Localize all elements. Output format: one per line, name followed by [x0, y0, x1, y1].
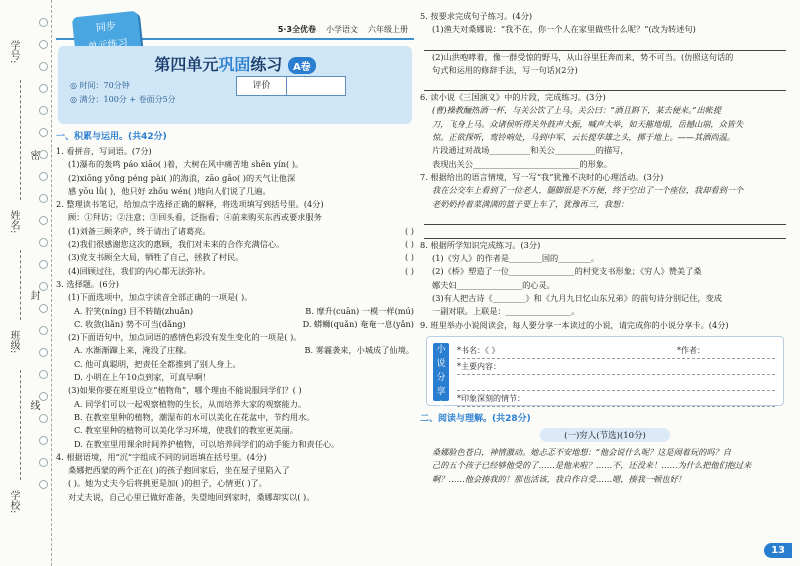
- reading-title: (一)穷人(节选)(10分): [420, 428, 790, 442]
- seal-mark: 密: [28, 150, 39, 160]
- exam-meta: [66, 79, 404, 107]
- seal-mark: 封: [28, 290, 39, 300]
- right-column: [420, 10, 790, 556]
- option-b: B. 雾霾袭来，小城成了仙境。: [304, 345, 414, 356]
- option-b: B. 在教室里种的植物，潮湿布的水可以美化在花盆中，节约用水。: [74, 411, 315, 422]
- subject-label: 小学语文: [326, 25, 358, 34]
- question-1: 1. 看拼音，写词语。(7分): [56, 146, 152, 156]
- binding-margin: [0, 0, 52, 566]
- answer-paren[interactable]: ( ): [405, 252, 414, 263]
- share-card: [426, 336, 784, 411]
- option-a: A. 狞笑(níng) 目不转睛(zhuǎn): [74, 305, 194, 316]
- question-9: 9. 班里举办小说阅读会，每人要分享一本读过的小说，请完成你的小说分享卡。(4分): [420, 319, 729, 330]
- question-3: 3. 选择题。(6分): [56, 278, 119, 289]
- full-score: ◎ 满分：100分 + 卷面分5分: [70, 95, 176, 104]
- reading-passage: 桑娜脸色苍白，神情激动。她忐忑不安地想：“他会说什么呢？这是闹着玩的吗？自 己的五个孩子已经够他受的了……是他来啦？……不，还没来！……为什么把他们抱过来 啊？……他会揍我的！那也活该，我自作自受……嗯，揍我一顿也好！: [432, 446, 752, 484]
- option-c: C. 教室里种的植物可以美化学习环境，使我们的教室更美丽。: [74, 425, 299, 436]
- option-c: C. 收敛(liǎn) 势不可当(dǎng): [74, 318, 186, 329]
- option-d: D. 小明在上午10点到家，可真早啊！: [74, 372, 211, 383]
- option-b: B. 摩升(cuān) 一模一样(mú): [305, 305, 414, 316]
- excerpt-text: 老奶奶拎着菜满满的篮子要上车了，犹豫再三，我想：: [432, 198, 629, 209]
- school-label: 学校:: [8, 490, 19, 514]
- option-d: D. 在教室里用课余时间养护植物，可以培养同学们的动手能力和责任心。: [74, 438, 340, 449]
- option-a: A. 水渐渐蹿上来，淹没了庄稼。: [74, 345, 192, 356]
- question-5: 5. 按要求完成句子练习。(4分): [420, 11, 533, 21]
- page-title: 第四单元巩固练习 A卷: [66, 52, 404, 75]
- question-block: 1. 看拼音，写词语。(7分) (1)瀑布的轰鸣 páo xiāo( )着，大树在风中痛苦地 shēn yín( )。 (2)xiōng yǒng péng pài( )的海浪，zāo gāo( )的天气让他深 感 yōu lǜ( )，他只好 zhōu wén( )地向人们说了几遍。 2. 整理读书笔记，给加点字选择正确的解释，将选项填写到括号里。(4分) 顾：①拜访；②注意；③回头看，泛指看；④前来购买东西或要求服务 (1)刘备三顾茅庐，终于请出了诸葛亮。 ( ) (2)我们很感谢您这次的惠顾，我们对未来的合作充满信心。 ( ) (3)党支书顾全大局，牺牲了自己，拯救了村民。 ( ) (4)回顾过往，我们的内心都无法弥补。 ( ) 3. 选择题。(6分) (1)下面选项中，加点字读音全部正确的一项是( )。 A. 狞笑(níng) 目不转睛(zhuǎn) B. 摩升(cuān) 一模一样(mú) C. 收敛(liǎn) 势不可当(dǎng) D. 蟒蛳(quǎn) 奄奄一息(yǎn) (2)下面语句中，加点词语的感情色彩没有发生变化的一项是( )。 A. 水渐渐蹿上来，淹没了庄稼。 B. 雾霾袭来，小城成了仙境。 C. 他可真聪明，把责任全都推到了别人身上。 D. 小明在上午10点到家，可真早啊！ (3)如果你要在班里设立“植物角”，哪个理由不能说服同学们？( ) A. 同学们可以一起观察植物的生长，从而培养大家的观察能力。 B. 在教室里种的植物，潮湿布的水可以美化在花盆中，节约用水。 C. 教室里种的植物可以美化学习环境，使我们的教室更美丽。 D. 在教室里用课余时间养护植物，可以培养同学们的动手能力和责任心。 4. 根据语境，用“沉”字组成不同的词语填在括号里。(4分) 桑娜把西蒙的两个正在( )的孩子抱回家后，坐在屋子里陷入了 ( )。她为丈夫今后将挑更是加( )的担子，心情更( )了。 对丈夫说，自己心里已做好准备，失望地回到家时，桑娜却实以( )。: [56, 146, 414, 502]
- share-card-label: 小说分享卡: [433, 343, 449, 401]
- fill-line: [20, 80, 21, 200]
- paper-tag: A卷: [288, 57, 316, 74]
- grade-label: 六年级上册: [368, 25, 408, 34]
- excerpt-text: 我在公交车上看到了一位老人，腿脚很是不方便，终于空出了一个座位，我却看到一个: [432, 185, 744, 196]
- section-heading: 二、阅读与理解。(共28分): [420, 413, 531, 424]
- binding-holes: [39, 18, 48, 489]
- evaluation-label: 评价: [237, 77, 287, 95]
- option-a: A. 同学们可以一起观察植物的生长，从而培养大家的观察能力。: [74, 398, 307, 409]
- brand-label: 5·3全优卷: [277, 25, 316, 34]
- left-column: [56, 10, 414, 556]
- answer-line[interactable]: [424, 211, 786, 225]
- question-6: 6. 读小说《三国演义》中的片段，完成练习。(3分): [420, 92, 606, 103]
- answer-line[interactable]: [424, 77, 786, 91]
- evaluation-field[interactable]: [287, 77, 345, 95]
- card-plot-row[interactable]: *印象深刻的情节：: [457, 391, 775, 407]
- question-8: 8. 根据所学知识完成练习。(3分): [420, 239, 541, 250]
- card-book-row[interactable]: *书名：《 》 *作者：: [457, 343, 775, 359]
- evaluation-box: [236, 76, 346, 96]
- name-label: 姓名:: [8, 210, 19, 234]
- fill-line: [20, 370, 21, 480]
- time-limit: ◎ 时间：70分钟: [70, 81, 130, 90]
- student-id-label: 学号:: [8, 40, 19, 64]
- option-d: D. 蟒蛳(quǎn) 奄奄一息(yǎn): [302, 318, 414, 329]
- answer-paren[interactable]: ( ): [405, 239, 414, 250]
- class-label: 班级:: [8, 330, 19, 354]
- question-7: 7. 根据给出的语言情境，写一写“我”犹豫不决时的心理活动。(3分): [420, 171, 664, 182]
- answer-paren[interactable]: ( ): [405, 265, 414, 276]
- excerpt-text: 刀，飞身上马。众诸侯听得关外鼓声大振，喊声大举，如天摧地塌，岳撼山崩，众皆失: [432, 118, 744, 129]
- title-box: [58, 46, 412, 124]
- unit-badge: 同步: [72, 11, 142, 64]
- excerpt-text: (曹)操教酾热酒一杯，与关公饮了上马。关公曰：“酒且斟下，某去便来。”出帐提: [432, 105, 722, 116]
- seal-mark: 线: [28, 400, 39, 410]
- page-number: 13: [764, 543, 792, 558]
- section-heading: 一、积累与运用。(共42分): [56, 132, 167, 142]
- excerpt-text: 惊。正欲探听，鸾铃响处，马到中军，云长提华雄之头，掷于地上。——其酒尚温。: [432, 132, 735, 143]
- answer-paren[interactable]: ( ): [405, 225, 414, 236]
- question-2: 2. 整理读书笔记，给加点字选择正确的解释，将选项填写到括号里。(4分): [56, 199, 324, 210]
- question-4: 4. 根据语境，用“沉”字组成不同的词语填在括号里。(4分): [56, 451, 267, 462]
- option-c: C. 他可真聪明，把责任全都推到了别人身上。: [74, 358, 241, 369]
- card-content-row[interactable]: *主要内容：: [457, 359, 775, 375]
- card-content-line[interactable]: [457, 375, 775, 391]
- fill-line: [20, 250, 21, 320]
- question-block: 5. 按要求完成句子练习。(4分) (1)渔夫对桑娜说：“我不在，你一个人在家里做些什么呢？”(改为转述句) (2)山洪咆哮着，像一群受惊的野马，从山谷里狂奔而来，势不可当。(仿照这句话的 句式和运用的修辞手法，写一句话)(2分) 6. 读小说《三国演义》中的片段，完成练习。(3分) (曹)操教酾热酒一杯，与关公饮了上马。关公曰：“酒且斟下，某去便来。”出帐提 刀，飞身上马。众诸侯听得关外鼓声大振，喊声大举，如天摧地塌，岳撼山崩，众皆失 惊。正欲探听，鸾铃响处，马到中军，云长提华雄之头，掷于地上。——其酒尚温。 片段通过对战场__________和关公__________的描写， 表现出关公__________________________的形象。 7. 根据给出的语言情境，写一写“我”犹豫不决时的心理活动。(3分) 我在公交车上看到了一位老人，腿脚很是不方便，终于空出了一个座位，我却看到一个 老奶奶拎着菜满满的篮子要上车了，犹豫再三，我想： 8. 根据所学知识完成练习。(3分) (1)《穷人》的作者是________国的________。 (2)《桥》塑造了一位________________的村党支书形象；《穷人》赞美了桑 娜夫妇________________的心灵。 (3)有人把古诗《________》和《九月九日忆山东兄弟》的前句诗分别记住，变成 一副对联。上联是：________________。 9. 班里举办小说阅读会，每人要分享一本读过的小说，请完成你的小说分享卡。(4分): [420, 10, 790, 332]
- answer-line[interactable]: [424, 225, 786, 239]
- answer-line[interactable]: [424, 37, 786, 51]
